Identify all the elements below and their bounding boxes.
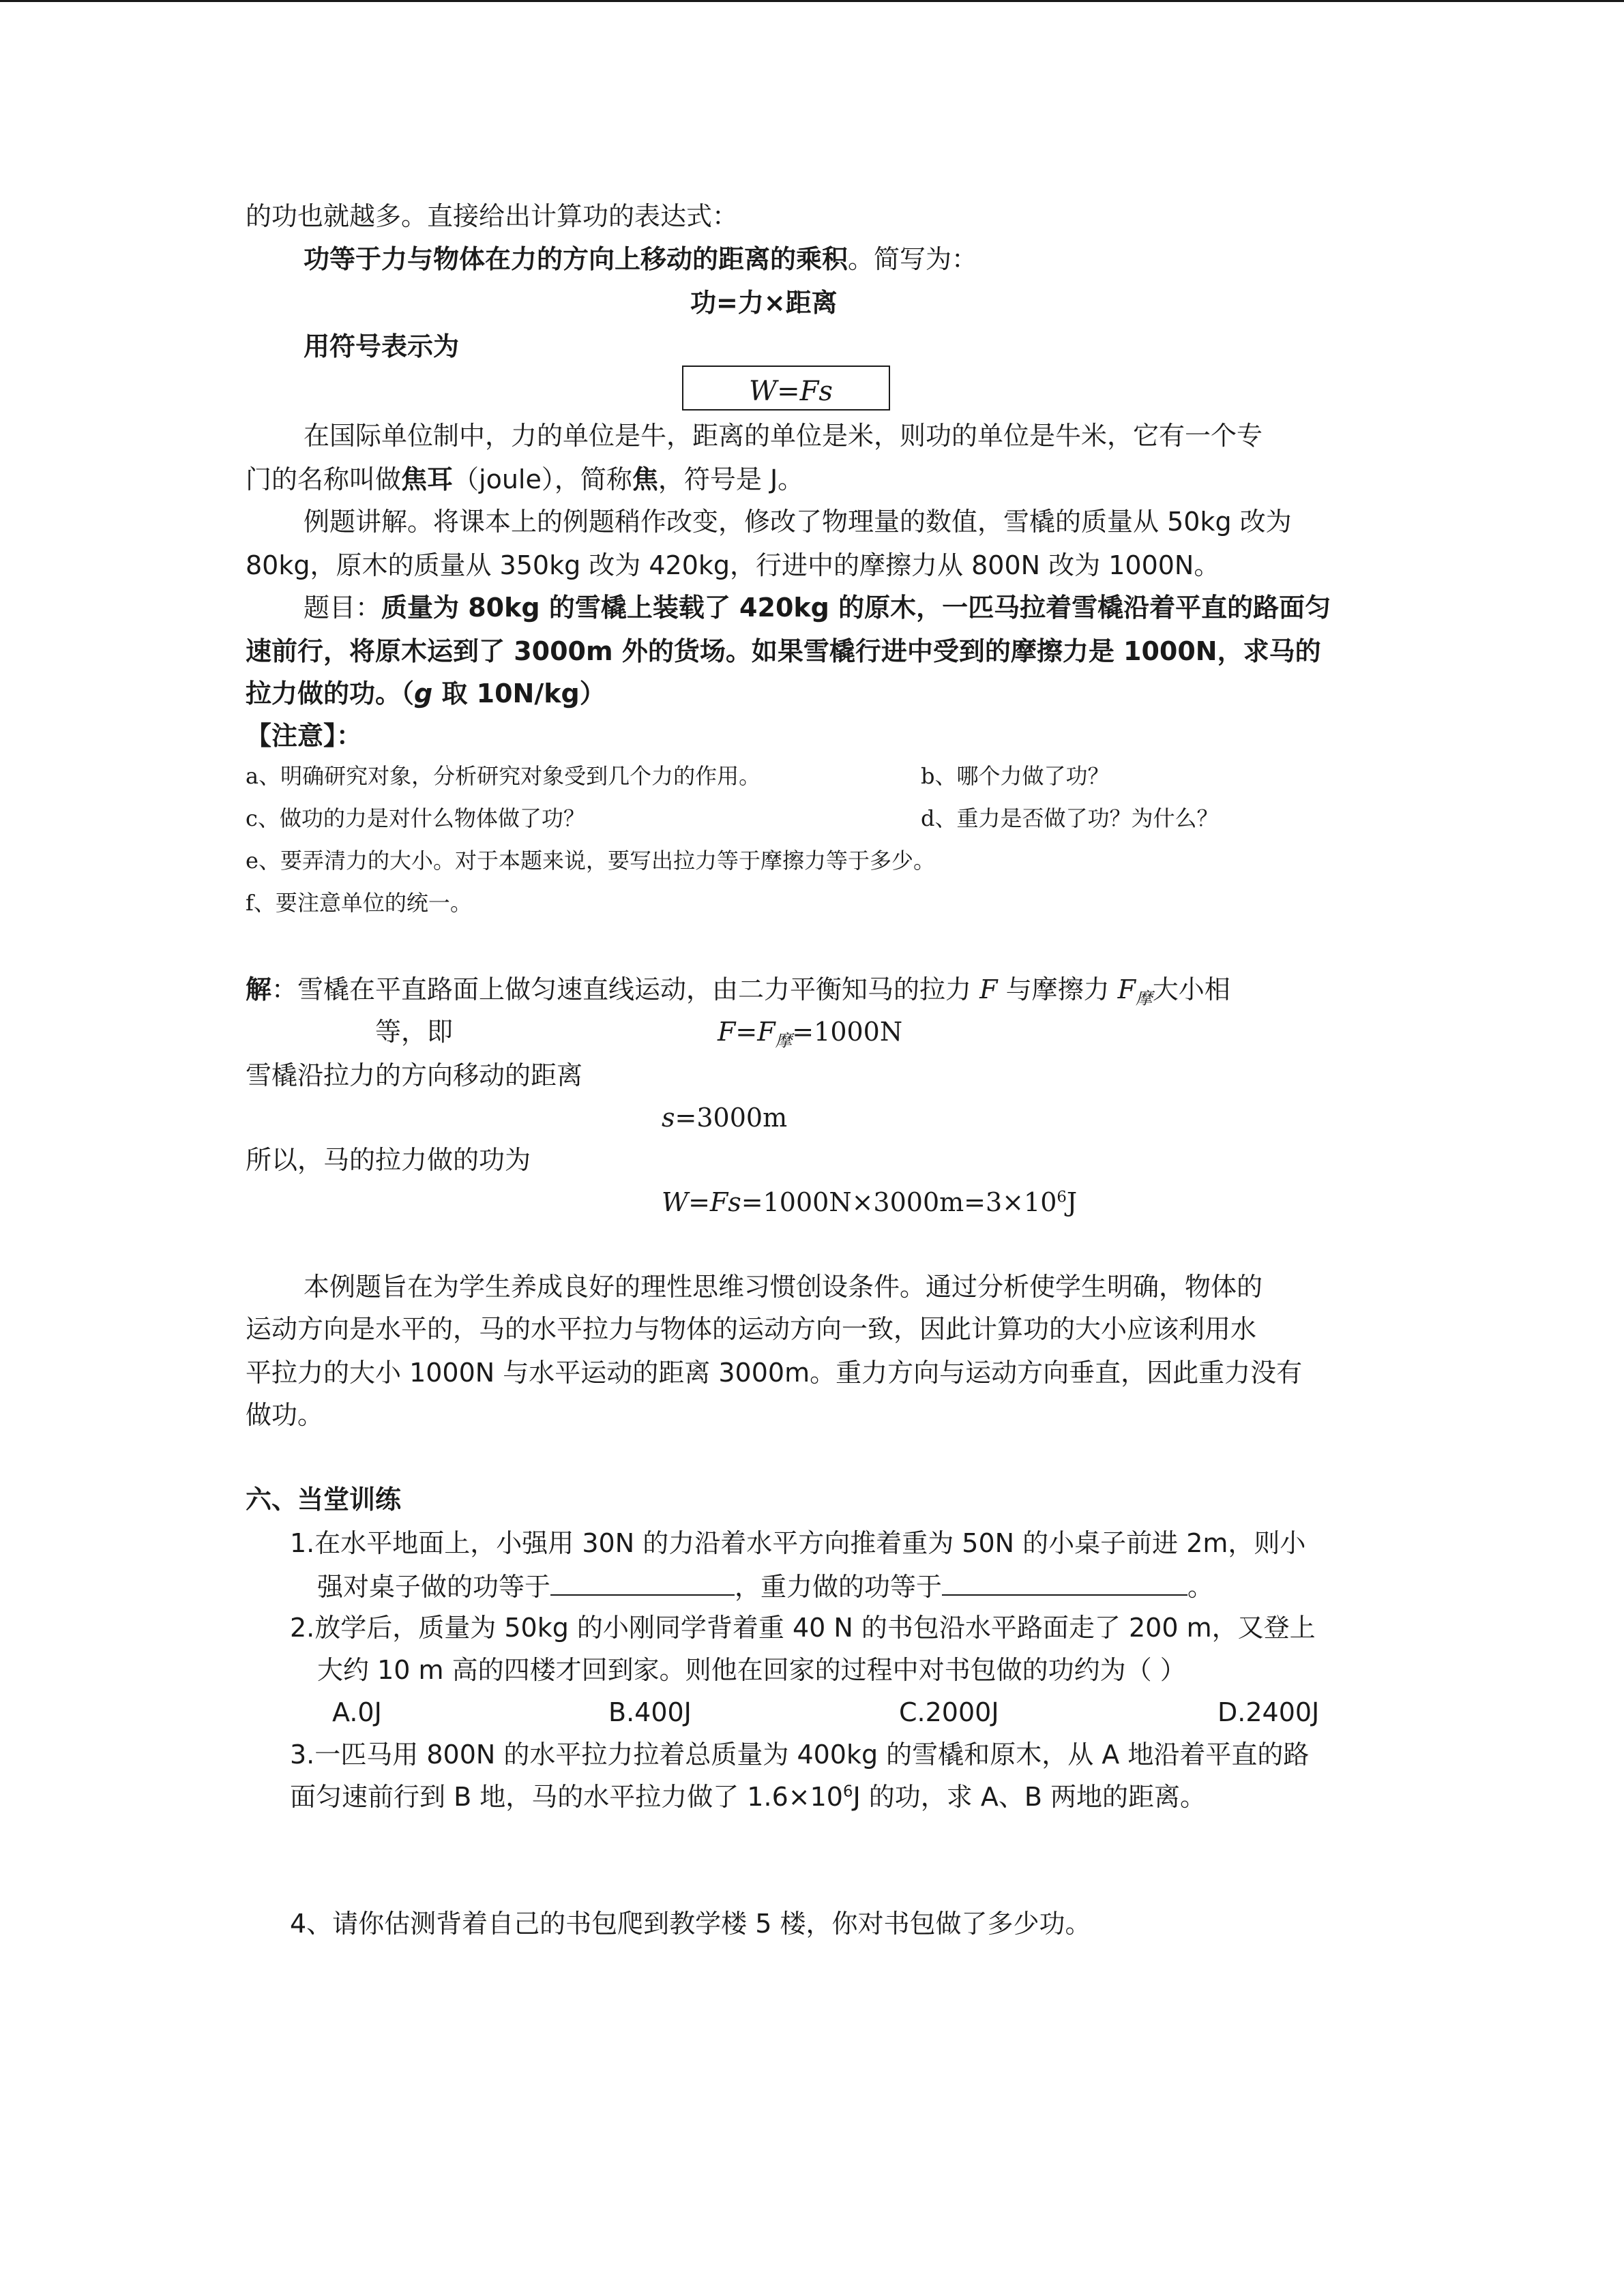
text-span: =1000N: [792, 1017, 903, 1047]
text-line: 运动方向是水平的，马的水平拉力与物体的运动方向一致，因此计算功的大小应该利用水: [246, 1314, 1257, 1344]
text-span: ，符号是 J。: [658, 464, 804, 494]
text-span: =: [735, 1017, 758, 1047]
text-span: 取 10N/kg）: [432, 679, 606, 709]
answer-blank[interactable]: [942, 1572, 1187, 1596]
question-1: 1.在水平地面上，小强用 30N 的力沿着水平方向推着重为 50N 的小桌子前进 2m，则小: [290, 1528, 1306, 1558]
question-3: [290, 1784, 1206, 1810]
equation: [662, 1105, 787, 1131]
text-span: 强对桌子做的功等于: [317, 1572, 551, 1602]
bold-term: 焦耳: [401, 464, 454, 494]
text-span: 大小相: [1152, 974, 1230, 1004]
text-span: 与摩擦力: [997, 974, 1118, 1004]
superscript: 6: [1057, 1188, 1067, 1206]
text-line: 在国际单位制中，力的单位是牛，距离的单位是米，则功的单位是牛米，它有一个专: [304, 421, 1263, 451]
text-span: （joule），简称: [453, 464, 632, 494]
note-item: f、要注意单位的统一。: [246, 890, 472, 916]
text-span: ：雪橇在平直路面上做匀速直线运动，由二力平衡知马的拉力: [271, 974, 980, 1004]
question-2: 2.放学后，质量为 50kg 的小刚同学背着重 40 N 的书包沿水平路面走了 200 m，又登上: [290, 1613, 1316, 1643]
text-span: 。: [1187, 1572, 1214, 1602]
text-span: J: [1066, 1187, 1078, 1217]
question-2: 大约 10 m 高的四楼才回到家。则他在回家的过程中对书包做的功约为（ ）: [317, 1655, 1186, 1685]
text-line: [304, 595, 1331, 621]
text-line: [304, 246, 977, 272]
symbol-F: F: [718, 1017, 736, 1047]
option-c: C.2000J: [899, 1697, 999, 1727]
solution-line: 雪橇沿拉力的方向移动的距离: [246, 1060, 583, 1090]
note-item: c、做功的力是对什么物体做了功？: [246, 805, 585, 831]
equation: [662, 1189, 1077, 1215]
text-line: 例题讲解。将课本上的例题稍作改变，修改了物理量的数值，雪橇的质量从 50kg 改为: [304, 507, 1292, 537]
text-line: [246, 679, 606, 709]
option-a: A.0J: [332, 1697, 382, 1727]
option-d: D.2400J: [1217, 1697, 1320, 1727]
text-line: 速前行，将原木运到了 3000m 外的货场。如果雪橇行进中受到的摩擦力是 1000N，求马的: [246, 636, 1321, 666]
text-line: [246, 466, 803, 492]
note-item: d、重力是否做了功？为什么？: [921, 805, 1219, 831]
solution-label: 解: [246, 974, 272, 1004]
text-span: J 的功，求 A、B 两地的距离。: [853, 1782, 1206, 1812]
subscript: 摩: [1136, 988, 1153, 1009]
formula-words: 功=力×距离: [690, 288, 838, 318]
text-line: 本例题旨在为学生养成良好的理性思维习惯创设条件。通过分析使学生明确，物体的: [304, 1272, 1263, 1302]
formula-box-text: W=Fs: [749, 376, 833, 407]
symbol-Fs: Fs: [709, 1187, 741, 1217]
text-line: 用符号表示为: [304, 331, 460, 361]
superscript: 6: [842, 1783, 853, 1801]
note-item: a、明确研究对象，分析研究对象受到几个力的作用。: [246, 763, 761, 789]
note-title: 【注意】：: [246, 721, 363, 751]
page-top-border: [0, 0, 1624, 2]
text-line: 平拉力的大小 1000N 与水平运动的距离 3000m。重力方向与运动方向垂直，因此重力没有: [246, 1358, 1303, 1388]
symbol-F: F: [757, 1017, 776, 1047]
symbol-W: W: [662, 1187, 689, 1217]
subscript: 摩: [775, 1030, 793, 1051]
text-span: ，重力做的功等于: [735, 1572, 943, 1602]
equation: [718, 1017, 903, 1051]
symbol-g: g: [414, 679, 433, 709]
text-span: =: [688, 1187, 710, 1217]
question-3: 3.一匹马用 800N 的水平拉力拉着总质量为 400kg 的雪橇和原木，从 A 地沿着平直的路: [290, 1740, 1310, 1770]
text-line: 80kg，原木的质量从 350kg 改为 420kg，行进中的摩擦力从 800N 改为 1000N。: [246, 550, 1220, 580]
text-line: 的功也就越多。直接给出计算功的表达式：: [246, 201, 739, 231]
solution-line: 等，即: [375, 1017, 454, 1047]
question-1-blanks: [317, 1572, 1213, 1600]
question-4: 4、请你估测背着自己的书包爬到教学楼 5 楼，你对书包做了多少功。: [290, 1909, 1091, 1939]
answer-blank[interactable]: [550, 1572, 735, 1596]
text-span: 面匀速前行到 B 地，马的水平拉力做了 1.6×10: [290, 1782, 843, 1812]
solution-line: [246, 974, 1230, 1009]
symbol-s: s: [662, 1103, 675, 1133]
bold-term: 焦: [632, 464, 658, 494]
section-heading: 六、当堂训练: [246, 1485, 402, 1515]
bold-problem: 质量为 80kg 的雪橇上装载了 420kg 的原木，一匹马拉着雪橇沿着平直的路面匀: [381, 593, 1331, 623]
text-span: 题目：: [304, 593, 382, 623]
solution-line: 所以，马的拉力做的功为: [246, 1145, 531, 1175]
bold-definition: 功等于力与物体在力的方向上移动的距离的乘积: [304, 244, 848, 274]
option-b: B.400J: [608, 1697, 692, 1727]
text-span: 门的名称叫做: [246, 464, 402, 494]
symbol-F: F: [979, 974, 998, 1004]
text-line: 做功。: [246, 1400, 324, 1430]
note-item: b、哪个力做了功？: [921, 763, 1110, 789]
note-item: e、要弄清力的大小。对于本题来说，要写出拉力等于摩擦力等于多少。: [246, 848, 935, 874]
symbol-F: F: [1117, 974, 1136, 1004]
text-span: 。简写为：: [848, 244, 978, 274]
text-span: 拉力做的功。（: [246, 679, 415, 709]
text-span: =3000m: [675, 1103, 788, 1133]
formula-box: [682, 366, 890, 411]
text-span: =1000N×3000m=3×10: [741, 1187, 1057, 1217]
